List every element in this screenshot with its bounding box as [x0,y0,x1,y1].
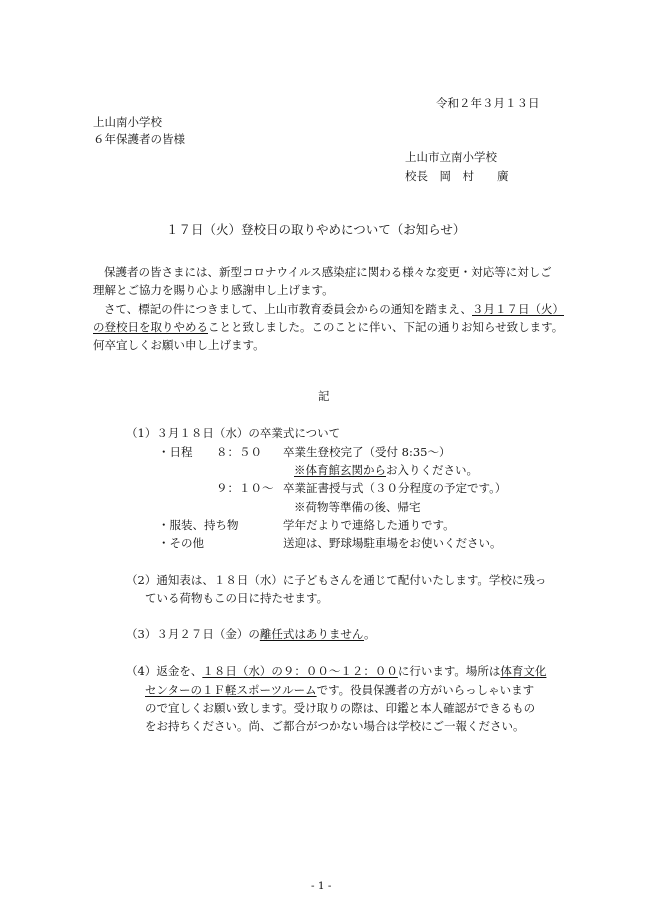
ki-heading: 記 [318,389,330,403]
document-date: 令和２年３月１３日 [436,96,540,110]
entrance-note: ※体育館玄関から [294,463,386,477]
item-4-text: に行います。場所は [397,664,501,678]
document-title: １７日（火）登校日の取りやめについて（お知らせ） [166,222,466,237]
body-closing: 何卒宜しくお願い申し上げます。 [93,338,265,352]
refund-room: センターの１Ｆ軽スポーツルーム [145,683,317,697]
item-3-end: 。 [364,627,376,641]
item-4-line-4: をお持ちください。尚、ご都合がつかない場合は学校にご一報ください。 [145,719,525,733]
sender-name: 校長 岡 村 廣 [405,169,509,183]
body-paragraph-2-line-2 [93,322,563,334]
schedule-event-1: 卒業生登校完了（受付 8:35～） [283,445,451,459]
body-text: さて、標記の件につきまして、上山市教育委員会からの通知を踏まえ、 [104,302,472,316]
cancellation-phrase: の登校日を取りやめる [93,320,208,334]
note-text: お入りください。 [386,463,478,477]
item-3 [126,629,376,641]
item-4-text: です。役員保護者の方がいらっしゃいます [316,683,535,697]
refund-time: １８日（水）の９：００～１２：００ [202,664,398,678]
item-4-line-3: ので宜しくお願い致します。受け取りの際は、印鑑と本人確認ができるもの [145,701,536,715]
schedule-time-2: ９：１０～ [216,481,274,495]
item-1-heading: （1）３月１８日（水）の卒業式について [126,426,341,440]
body-paragraph-1-line-1: 保護者の皆さまには、新型コロナウイルス感染症に関わる様々な変更・対応等に対しご [104,265,552,279]
body-text: ことと致しました。このことに伴い、下記の通りお知らせ致します。 [208,320,564,334]
item-4-line-1 [126,666,546,678]
dress-text: 学年だよりで連絡した通りです。 [283,518,455,532]
no-farewell-ceremony: 離任式はありません [259,627,365,641]
body-paragraph-1-line-2: 理解とご協力を賜り心より感謝申し上げます。 [93,283,334,297]
other-label: ・その他 [158,536,204,550]
schedule-event-2: 卒業証書授与式（３０分程度の予定です。） [283,481,507,495]
item-2-line-1: （2）通知表は、１８日（水）に子どもさんを通じて配付いたします。学校に残っ [126,573,547,587]
dress-label: ・服装、持ち物 [158,518,239,532]
page-number: - 1 - [311,880,332,892]
body-paragraph-2-line-1 [104,304,564,316]
other-text: 送迎は、野球場駐車場をお使いください。 [283,536,502,550]
schedule-note-1 [294,465,478,477]
item-4-line-2 [145,685,534,697]
item-2-line-2: ている荷物もこの日に持たせます。 [145,591,329,605]
item-4-text: （4）返金を、 [126,664,203,678]
recipient-group: ６年保護者の皆様 [93,132,185,146]
cancelled-date: ３月１７日（火） [472,302,564,316]
sender-school: 上山市立南小学校 [405,150,497,164]
schedule-time-1: ８：５０ [216,445,262,459]
item-3-text: （3）３月２７日（金）の [126,627,260,641]
recipient-school: 上山南小学校 [93,115,162,129]
refund-place: 体育文化 [500,664,547,678]
schedule-label: ・日程 [158,445,193,459]
schedule-note-2: ※荷物等準備の後、帰宅 [294,500,421,514]
